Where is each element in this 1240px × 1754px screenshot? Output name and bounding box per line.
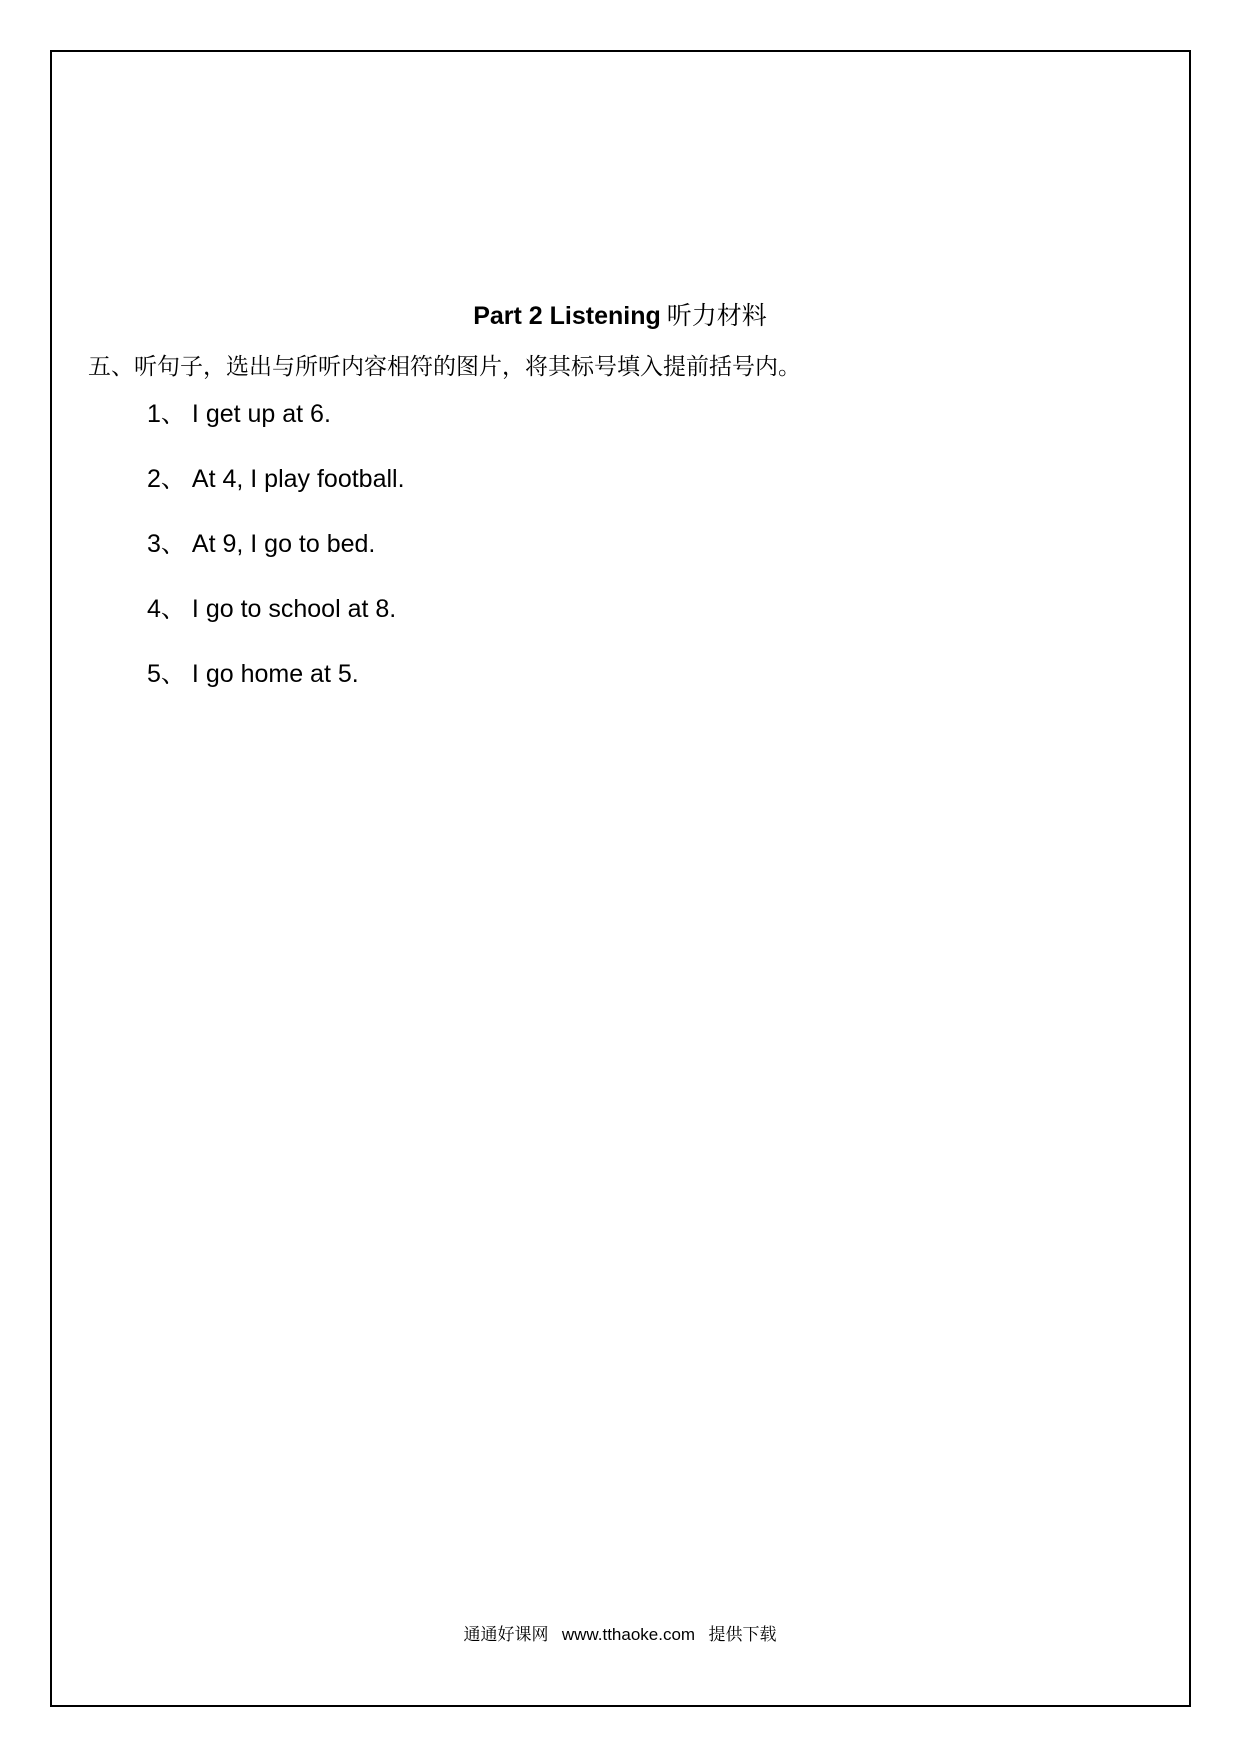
section-title-chinese: 听力材料 [666,301,767,330]
sentence-separator: 、 [160,464,186,493]
sentence-number: 3 [147,530,161,558]
sentence-item [147,591,405,656]
sentence-separator: 、 [160,659,186,688]
sentence-number: 2 [147,465,161,493]
sentence-item [147,656,405,721]
footer-url: www.tthaoke.com [561,1625,696,1644]
sentence-item [147,461,405,526]
sentence-number: 4 [147,595,161,623]
footer-suffix: 提供下载 [708,1625,777,1645]
sentence-item [147,526,405,591]
section-title-english: Part 2 Listening [473,302,661,330]
section-title [0,298,1240,334]
sentence-separator: 、 [160,529,186,558]
footer-site-name: 通通好课网 [463,1625,549,1645]
sentence-text: At 9, I go to bed. [191,530,376,558]
sentence-separator: 、 [160,399,186,428]
sentence-number: 1 [147,400,161,428]
sentence-text: I go home at 5. [191,660,359,688]
sentence-text: I go to school at 8. [191,595,397,623]
sentence-separator: 、 [160,594,186,623]
sentence-list [147,396,405,721]
sentence-text: At 4, I play football. [191,465,405,493]
page-footer [0,1623,1240,1647]
question-instruction: 五、听句子，选出与所听内容相符的图片，将其标号填入提前括号内。 [88,354,801,380]
sentence-number: 5 [147,660,161,688]
sentence-text: I get up at 6. [191,400,331,428]
sentence-item [147,396,405,461]
